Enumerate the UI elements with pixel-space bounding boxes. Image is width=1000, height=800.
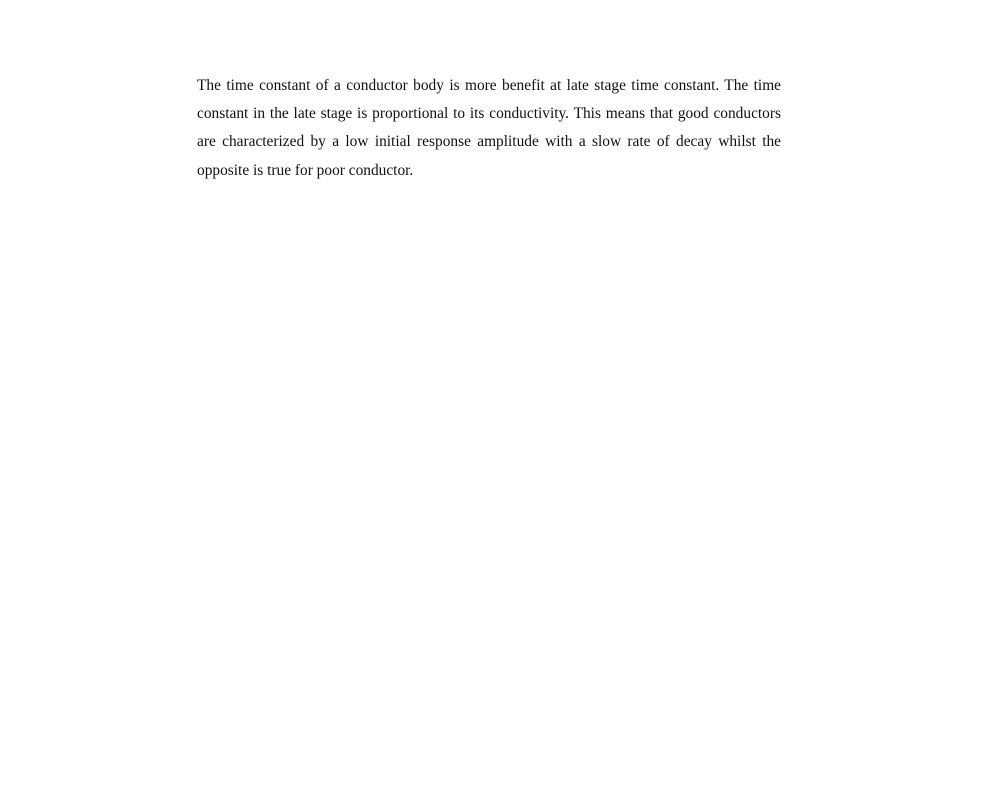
body-paragraph: The time constant of a conductor body is more benefit at late stage time constant. The time constant in the late stage is proportional to its conductivity. This means that good conductors are characterized by a low initial response amplitude with a slow rate of decay whilst the opposite is true for poor conductor. — [197, 77, 781, 179]
